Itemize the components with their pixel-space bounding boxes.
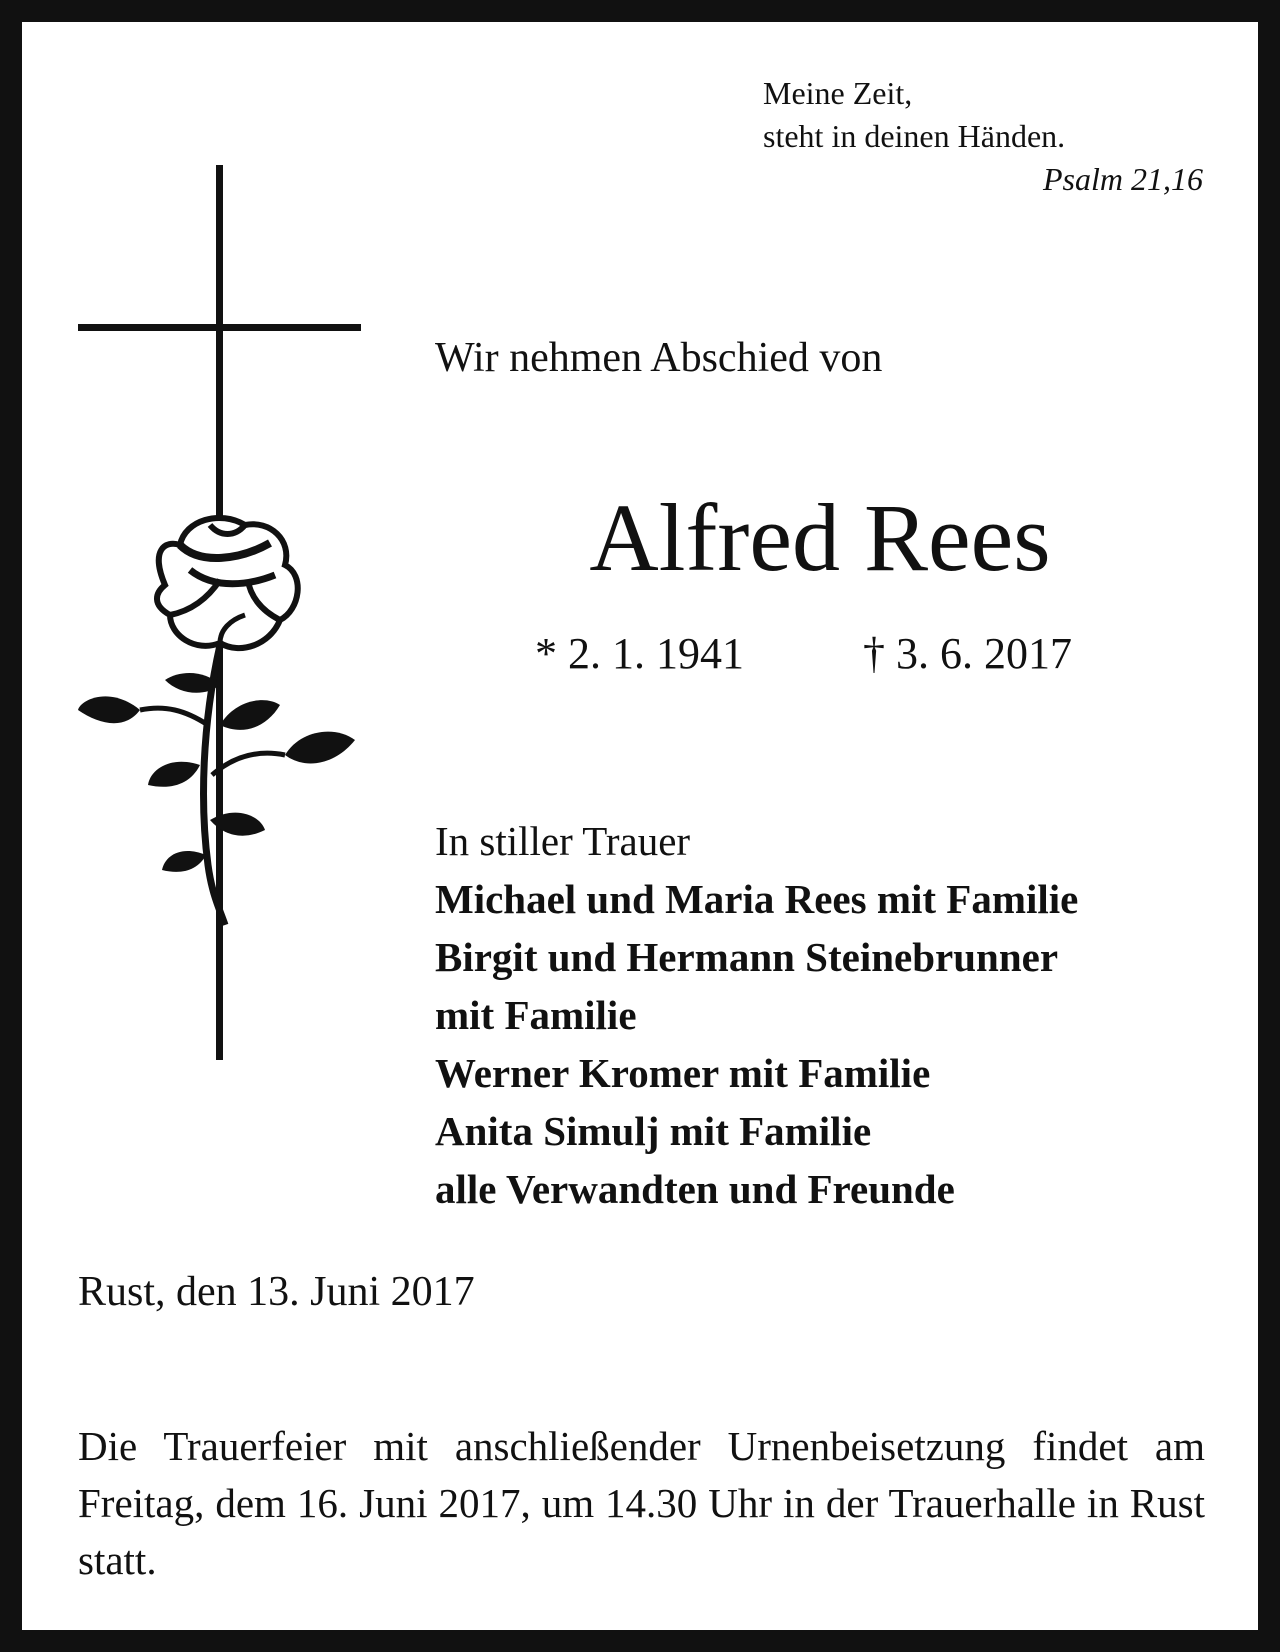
- mourners-block: [435, 812, 1078, 1218]
- birth-date: * 2. 1. 1941: [535, 629, 744, 678]
- intro-line: Wir nehmen Abschied von: [435, 335, 883, 381]
- place-and-date: Rust, den 13. Juni 2017: [78, 1269, 475, 1315]
- mourner-line: alle Verwandten und Freunde: [435, 1166, 955, 1212]
- verse-line-1: Meine Zeit,: [763, 75, 913, 111]
- verse-line-2: steht in deinen Händen.: [763, 118, 1066, 154]
- bible-verse: [763, 72, 1203, 201]
- mourner-line: Michael und Maria Rees mit Familie: [435, 876, 1079, 922]
- service-notice: Die Trauerfeier mit anschließender Urnenbeisetzung findet am Freitag, dem 16. Juni 2017, um 14.30 Uhr in der Trauerhalle in Rust statt.: [78, 1423, 1205, 1583]
- mourning-phrase: In stiller Trauer: [435, 818, 691, 864]
- death-date: † 3. 6. 2017: [863, 629, 1072, 678]
- mourner-line: Werner Kromer mit Familie: [435, 1050, 931, 1096]
- mourner-line: Birgit und Hermann Steinebrunner: [435, 934, 1059, 980]
- cross-and-rose-ornament: [70, 165, 370, 1065]
- verse-source: Psalm 21,16: [1043, 161, 1203, 197]
- mourner-line: mit Familie: [435, 992, 637, 1038]
- deceased-name: Alfred Rees: [589, 484, 1051, 591]
- mourner-line: Anita Simulj mit Familie: [435, 1108, 872, 1154]
